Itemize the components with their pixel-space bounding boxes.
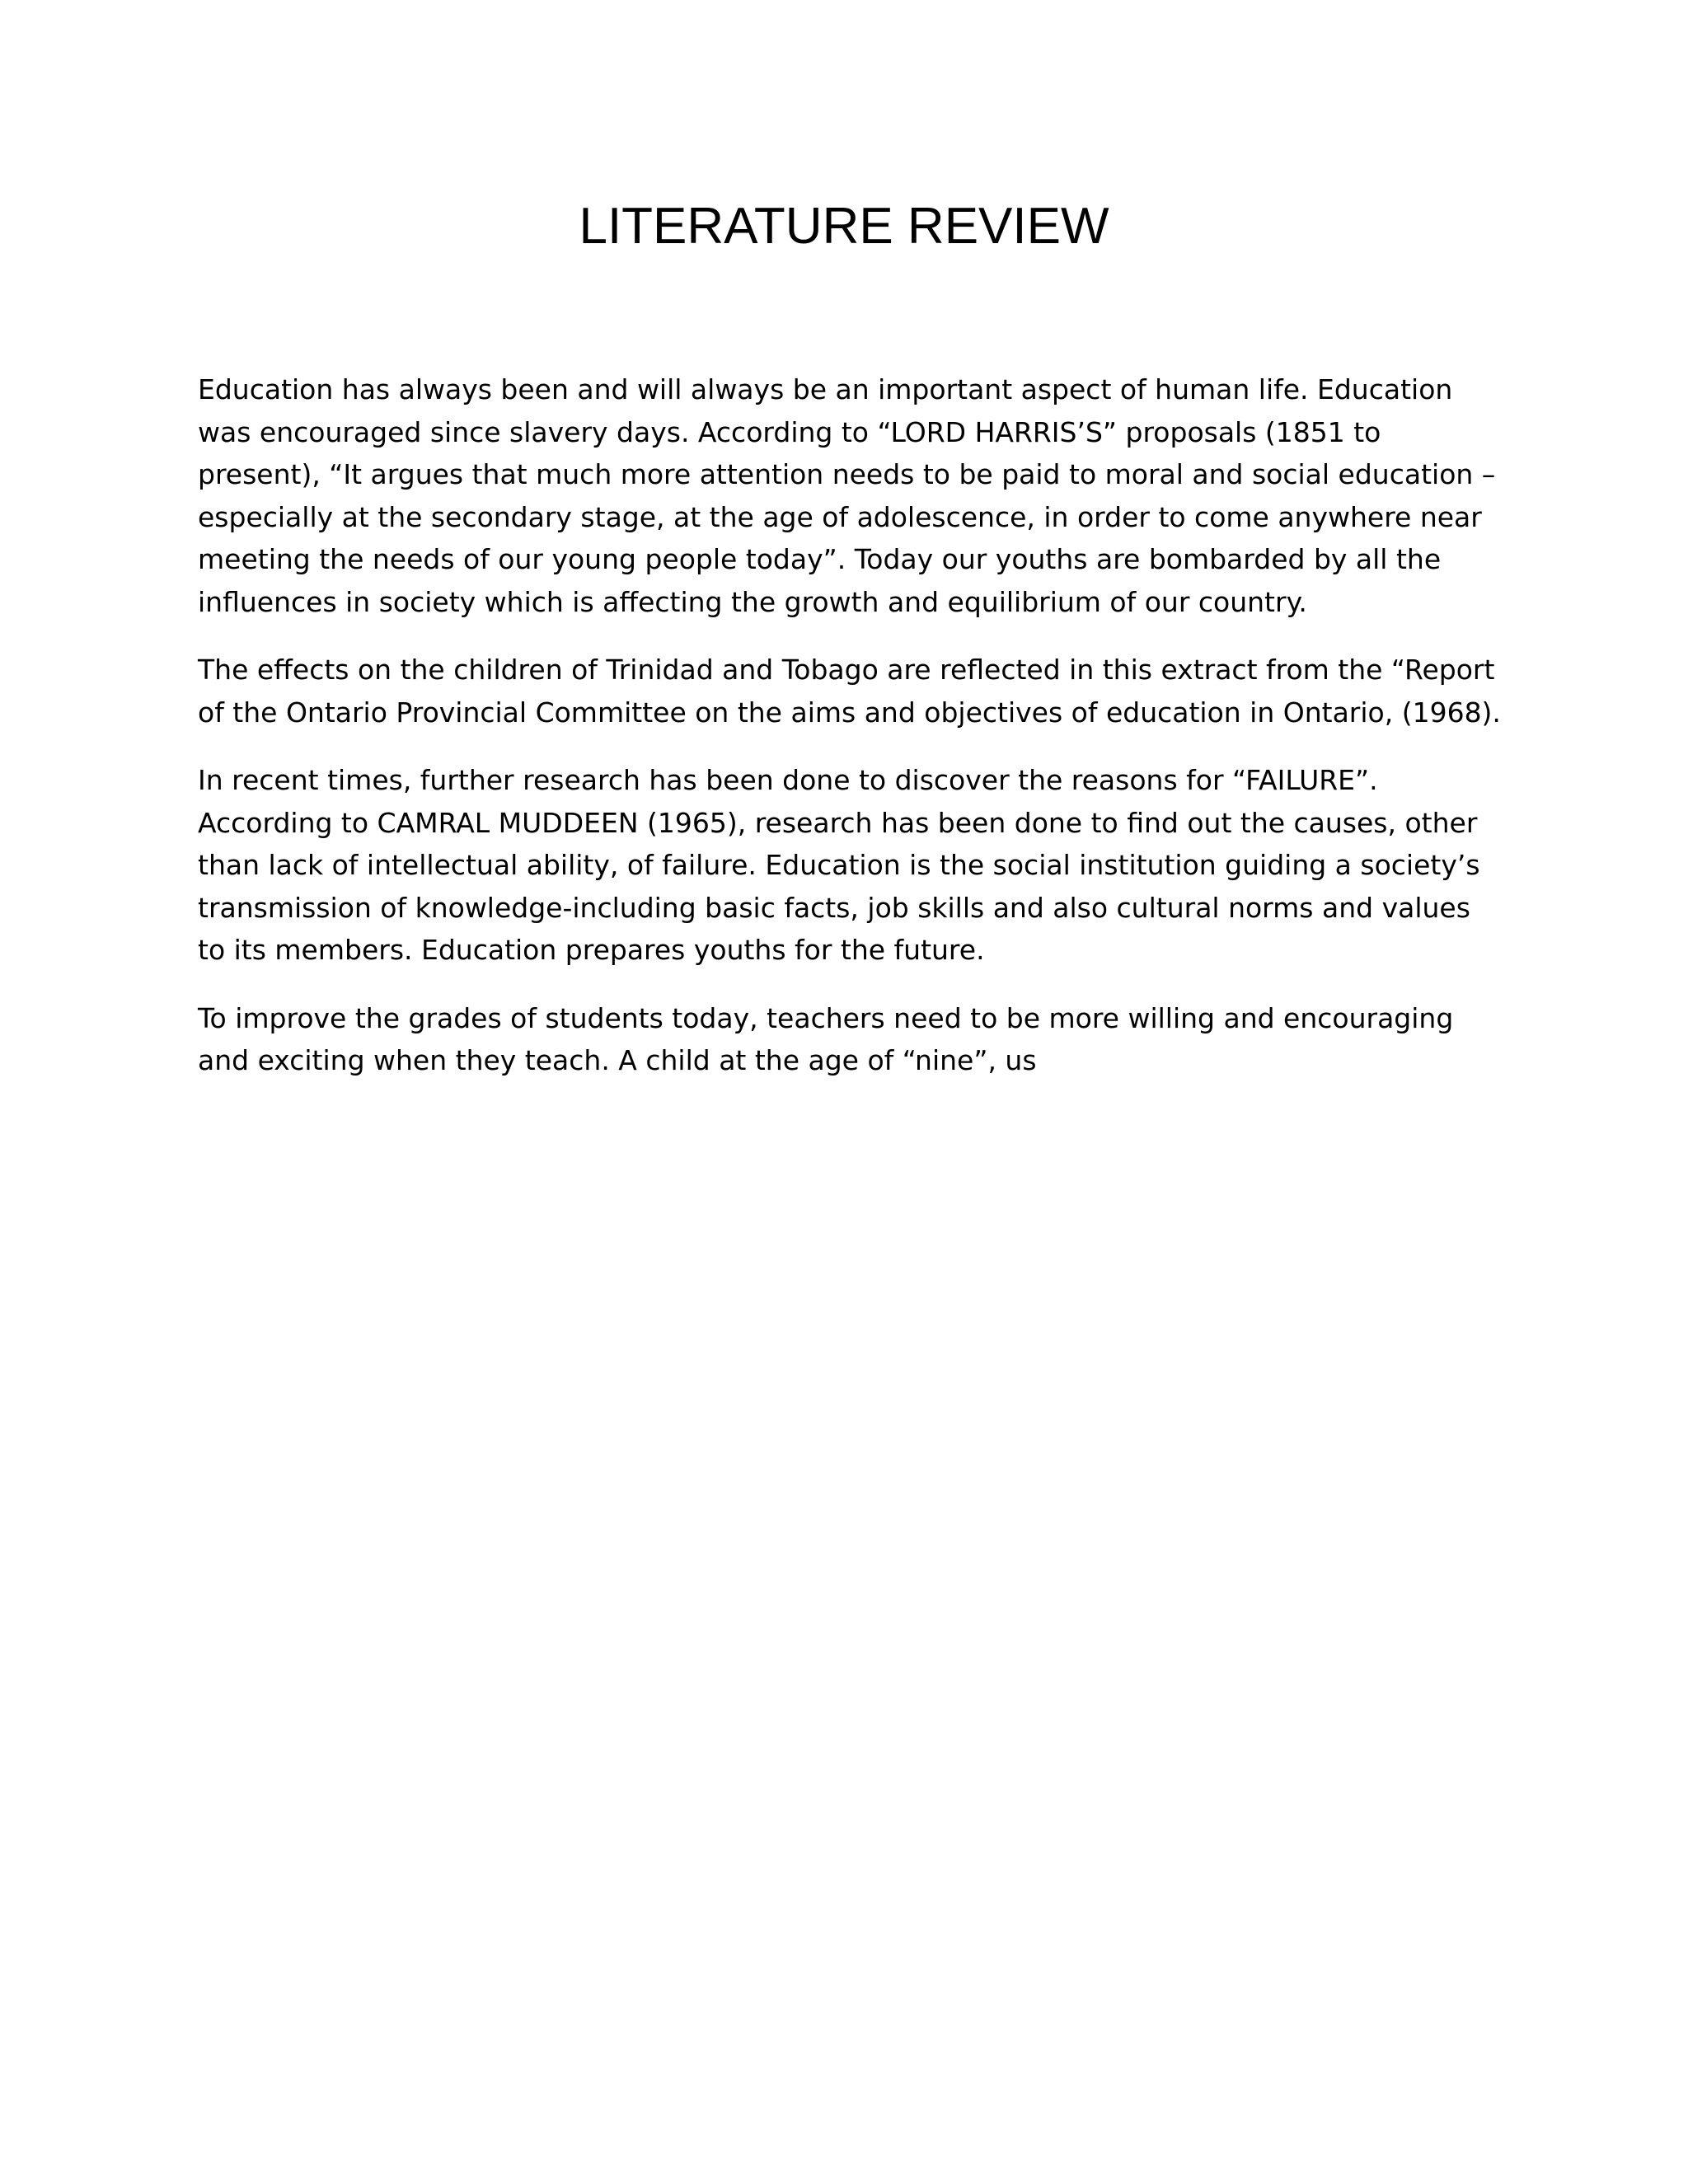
paragraph-4: To improve the grades of students today, teachers need to be more willing and encouraging and exciting when they teach. A child at the age of “nine”, us [198,1001,1454,1076]
page-title: LITERATURE REVIEW [579,198,1109,255]
paragraph-2: The effects on the children of Trinidad and Tobago are reflected in this extract from the “Report of the Ontario Provincial Committee on the aims and objectives of education in Ontario, (1968). [198,654,1501,729]
paragraph-3: In recent times, further research has been done to discover the reasons for “FAILURE”. According to CAMRAL MUDDEEN (1965), research has been done to find out the causes, other than lack of intellectual ability, of failure. Education is the social institution guiding a society’s transmission of knowledge-including basic facts, job skills and also cultural norms and values to its members. Education prepares youths for the future. [198,764,1480,966]
document-body [198,368,1504,1108]
paragraph-1: Education has always been and will always be an important aspect of human life. Education was encouraged since slavery days. According to “LORD HARRIS’S” proposals (1851 to present), “It argues that much more attention needs to be paid to moral and social education –especially at the secondary stage, at the age of adolescence, in order to come anywhere near meeting the needs of our young people today”. Today our youths are bombarded by all the influences in society which is affecting the growth and equilibrium of our country. [198,373,1496,618]
